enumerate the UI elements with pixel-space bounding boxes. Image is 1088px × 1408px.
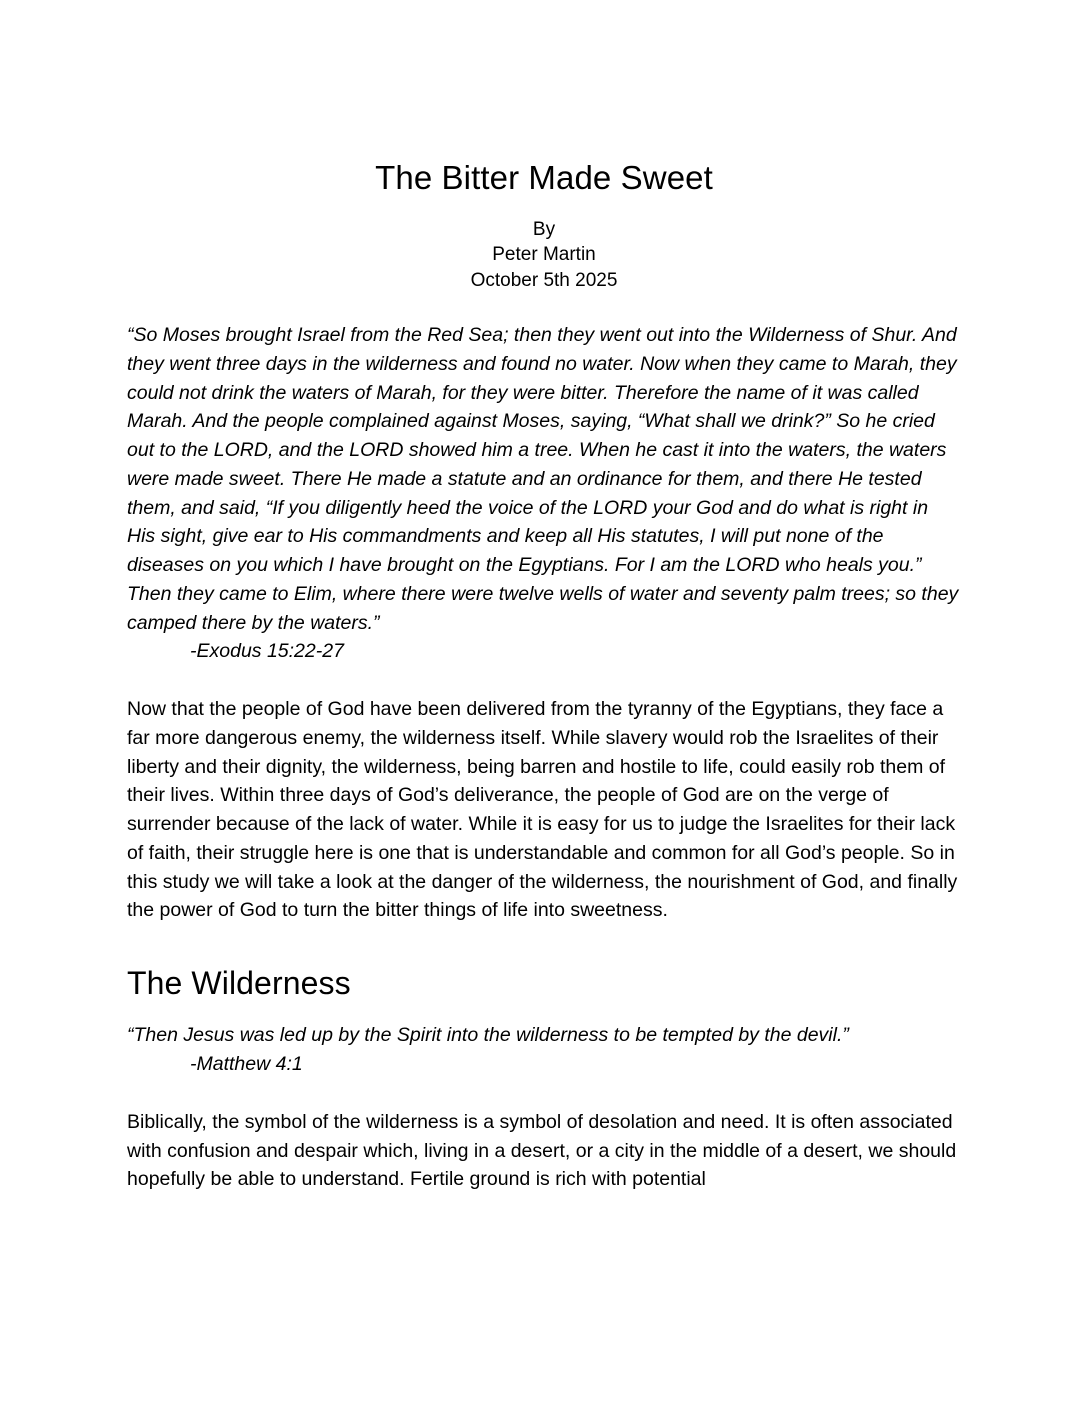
opening-scripture-citation: -Exodus 15:22-27 [190,640,344,663]
section-scripture-citation: -Matthew 4:1 [190,1053,303,1076]
section-paragraph: Biblically, the symbol of the wilderness is a symbol of desolation and need. It is often associated with confusion and despair which, living in a desert, or a city in the middle of a desert, we should hopefully be able to understand. Fertile ground is rich with potential [127,1110,957,1191]
section-heading-the-wilderness: The Wilderness [127,965,351,1002]
page-title: The Bitter Made Sweet [375,159,713,196]
opening-scripture-text: “So Moses brought Israel from the Red Sea; then they went out into the Wilderness of Shur. And they went three days in the wilderness and found no water. Now when they came to Marah, they could not drink the waters of Marah, for they were bitter. Therefore the name of it was called Marah. And the people complained against Moses, saying, “What shall we drink?” So he cried out to the LORD, and the LORD showed him a tree. When he cast it into the waters, the waters were made sweet. There He made a statute and an ordinance for them, and there He tested them, and said, “If you diligently heed the voice of the LORD your God and do what is right in His sight, give ear to His commandments and keep all His statutes, I will put none of the diseases on you which I have brought on the Egyptians. For I am the LORD who heals you.” Then they came to Elim, where there were twelve wells of water and seventy palm trees; so they camped there by the waters.” [127,324,959,634]
byline-block [127,198,961,294]
section-scripture-text: “Then Jesus was led up by the Spirit into the wilderness to be tempted by the devil.” [127,1024,849,1047]
byline-date: October 5th 2025 [470,270,618,292]
byline-author: Peter Martin [492,244,596,266]
intro-paragraph: Now that the people of God have been delivered from the tyranny of the Egyptians, they face a far more dangerous enemy, the wilderness itself. While slavery would rob the Israelites of their liberty and their dignity, the wilderness, being barren and hostile to life, could easily rob them of their lives. Within three days of God’s deliverance, the people of God are on the verge of surrender because of the lack of water. While it is easy for us to judge the Israelites for their lack of faith, their struggle here is one that is understandable and common for all God’s people. So in this study we will take a look at the danger of the wilderness, the nourishment of God, and finally the power of God to turn the bitter things of life into sweetness. [127,698,958,922]
byline-by-label: By [532,218,556,240]
document-content [127,0,961,1194]
